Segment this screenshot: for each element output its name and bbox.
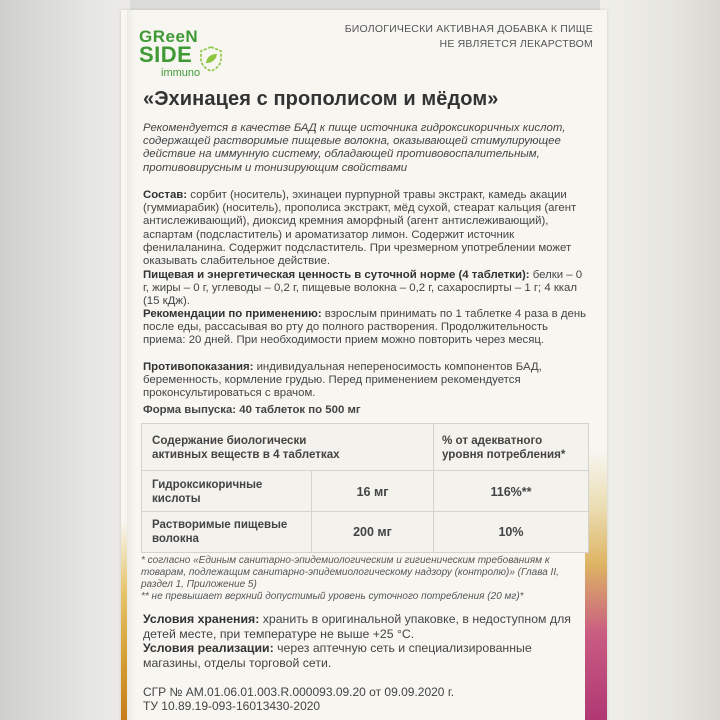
table-row-2-percent: 10% [498, 525, 524, 539]
technical-specification: ТУ 10.89.19-093-16013430-2020 [143, 699, 321, 713]
composition-section [143, 189, 588, 268]
brand-logo-line1: GReeN [139, 27, 199, 46]
release-form: Форма выпуска: 40 таблеток по 500 мг [143, 404, 361, 416]
supplement-disclaimer [331, 22, 593, 52]
brand-logo-line2: SIDE [139, 42, 193, 67]
table-header-substances: Содержание биологически активных веществ в 4 таблетках [152, 434, 340, 461]
product-title: «Эхинацея с прополисом и мёдом» [143, 88, 499, 110]
contraindications-section [143, 361, 588, 401]
registration-certificate: СГР № AM.01.06.01.003.R.000093.09.20 от 09.09.2020 г. [143, 685, 455, 699]
contraindications-label: Противопоказания: [143, 361, 254, 373]
composition-label: Состав: [143, 189, 188, 201]
nutrition-section [143, 269, 588, 309]
brand-logo [135, 24, 215, 90]
footnote-2: ** не превышает верхний допустимый уровень суточного потребления (20 мг)* [141, 591, 524, 602]
usage-section [143, 308, 588, 348]
storage-text: хранить в оригинальной упаковке, в недоступном для детей месте, при температуре не выше +25 °С. [143, 612, 571, 641]
decorative-stripe-right [585, 10, 607, 720]
nutrition-text: белки – 0 г, жиры – 0 г, углеводы – 0,2 г, пищевые волокна – 0,2 г, сахароспирты – 1 г; 4 ккал (15 кДж). [143, 269, 583, 308]
table-row-2-amount: 200 мг [353, 525, 392, 539]
table-row-2-name: Растворимые пищевые волокна [152, 519, 288, 545]
contraindications-text: индивидуальная непереносимость компонентов БАД, беременность, кормление грудью. Перед применением рекомендуется проконсультироваться с врачом. [143, 361, 542, 400]
disclaimer-line1: БИОЛОГИЧЕСКИ АКТИВНАЯ ДОБАВКА К ПИЩЕ [344, 23, 593, 35]
table-row-1-amount: 16 мг [356, 485, 389, 499]
product-intro: Рекомендуется в качестве БАД к пище источника гидроксикоричных кислот, содержащей растворимые пищевые волокна, оказывающей стимулирующее действие на иммунную систему, обладающей противовоспалительным, противовирусным и тонизирующим свойствами [143, 122, 566, 174]
nutrition-label: Пищевая и энергетическая ценность в суточной норме (4 таблетки): [143, 269, 530, 281]
table-row-1-name: Гидроксикоричные кислоты [152, 479, 263, 505]
usage-text: взрослым принимать по 1 таблетке 4 раза в день после еды, рассасывая во рту до полного растворения. Продолжительность приема: 20 дней. При необходимости прием можно повторить через месяц. [143, 308, 587, 347]
background-right [600, 0, 720, 720]
package-panel [121, 10, 607, 720]
storage-section [143, 612, 588, 641]
table-row-1-percent: 116%** [490, 485, 532, 499]
shield-leaf-icon [199, 46, 223, 72]
table-header-percent: % от адекватного уровня потребления* [442, 434, 566, 461]
brand-logo-line3: immuno [161, 67, 201, 79]
background-left [0, 0, 130, 720]
sale-label: Условия реализации: [143, 641, 274, 655]
storage-label: Условия хранения: [143, 612, 260, 626]
disclaimer-line2: НЕ ЯВЛЯЕТСЯ ЛЕКАРСТВОМ [439, 38, 593, 50]
footnote-1: * согласно «Единым санитарно-эпидемиологическим и гигиеническим требованиям к товарам, подлежащим санитарно-эпидемиологическому надзору (контролю)» (Глава II, раздел 1, Приложение 5) [141, 555, 559, 590]
composition-text: сорбит (носитель), эхинацеи пурпурной травы экстракт, камедь акации (гуммиарабик) (носитель), прополиса экстракт, мёд сухой, стеарат кальция (агент антислеживающий), диоксид кремния аморфный (агент антислеживающий), аспартам (подсластитель) и ароматизатор лимон. Содержит источник фенилаланина. Содержит подсластитель. При чрезмерном употреблении может оказывать слабительное действие. [143, 189, 577, 268]
sale-text: через аптечную сеть и специализированные магазины, отделы торговой сети. [143, 641, 532, 670]
decorative-stripe-left [121, 10, 127, 720]
sale-section [143, 641, 588, 670]
nutrient-table [141, 423, 589, 553]
usage-label: Рекомендации по применению: [143, 308, 322, 320]
